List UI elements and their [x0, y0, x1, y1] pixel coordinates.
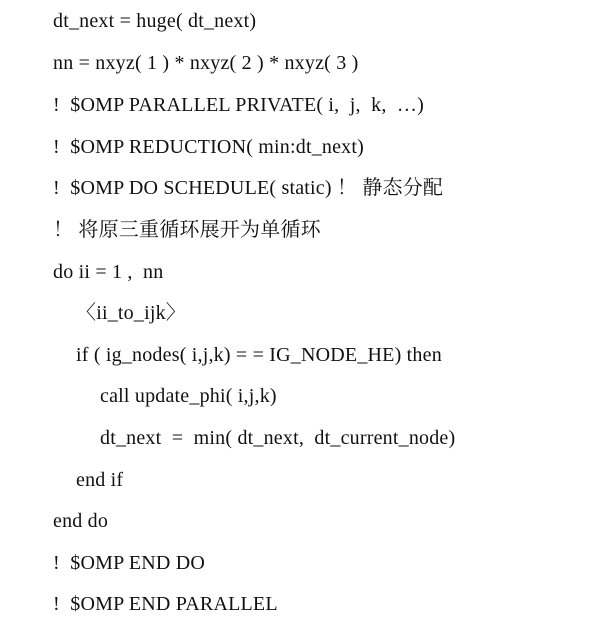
code-line: nn = nxyz( 1 ) * nxyz( 2 ) * nxyz( 3 )	[53, 52, 359, 74]
code-line: ! $OMP DO SCHEDULE( static) ！ 静态分配	[53, 177, 444, 199]
code-line: end do	[53, 510, 109, 532]
code-line: do ii = 1 , nn	[53, 261, 164, 283]
code-line: if ( ig_nodes( i,j,k) = = IG_NODE_HE) then	[76, 344, 442, 366]
code-line: dt_next = min( dt_next, dt_current_node)	[100, 427, 456, 449]
code-line: end if	[76, 469, 124, 491]
code-line: call update_phi( i,j,k)	[100, 385, 277, 407]
code-line: ! $OMP END PARALLEL	[53, 593, 278, 615]
code-line: ! $OMP END DO	[53, 552, 206, 574]
code-line: ! $OMP REDUCTION( min:dt_next)	[53, 136, 364, 158]
code-line: ! $OMP PARALLEL PRIVATE( i, j, k, …)	[53, 94, 424, 116]
code-line: ！ 将原三重循环展开为单循环	[53, 219, 321, 241]
code-line: 〈ii_to_ijk〉	[76, 302, 186, 324]
code-line: dt_next = huge( dt_next)	[53, 10, 257, 32]
